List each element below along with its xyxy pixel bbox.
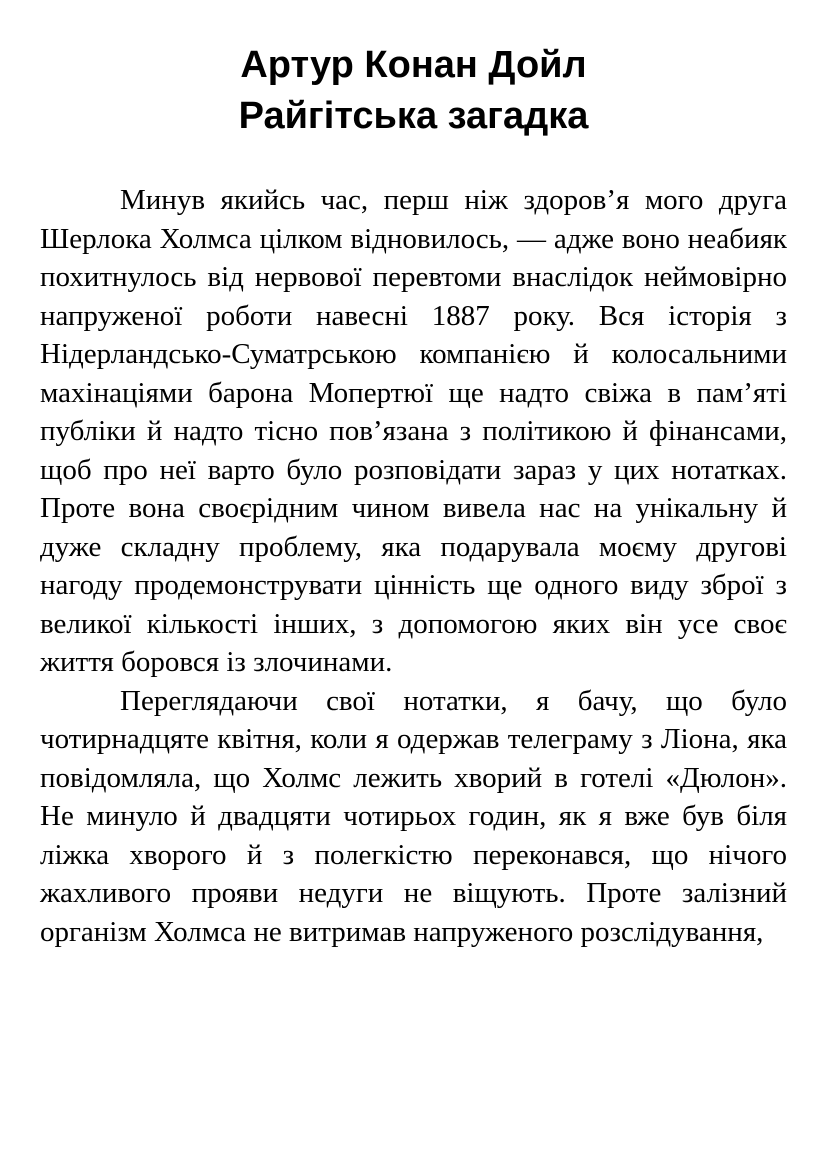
body-text bbox=[40, 181, 787, 951]
author-name: Артур Конан Дойл bbox=[240, 44, 587, 86]
story-title: Райгітська загадка bbox=[238, 95, 589, 137]
title-block bbox=[0, 40, 827, 142]
paragraph: Минув якийсь час, перш ніж здоров’я мого друга Шерлока Холмса цілком відновилось, — адже воно неабияк похитнулось від нервової перевтоми внаслідок неймовірно напруженої роботи навесні 1887 року. Вся історія з Нідерландсько-Суматрською компанією й колосальними махінаціями барона Мопертюї ще надто свіжа в пам’яті публіки й надто тісно пов’язана з політикою й фінансами, щоб про неї варто було розповідати зараз у цих нотатках. Проте вона своєрідним чином вивела нас на унікальну й дуже складну проблему, яка подарувала моєму другові нагоду продемонструвати цінність ще одного виду зброї з великої кількості інших, з допомогою яких він усе своє життя боровся із злочинами. bbox=[40, 184, 787, 678]
paragraph: Переглядаючи свої нотатки, я бачу, що було чотирнадцяте квітня, коли я одержав телеграму з Ліона, яка повідомляла, що Холмс лежить хворий в готелі «Дюлон». Не минуло й двадцяти чотирьох годин, як я вже був біля ліжка хворого й з полегкістю переконався, що нічого жахливого прояви недуги не віщують. Проте залізний організм Холмса не витримав напруженого розслідування, bbox=[40, 684, 787, 948]
